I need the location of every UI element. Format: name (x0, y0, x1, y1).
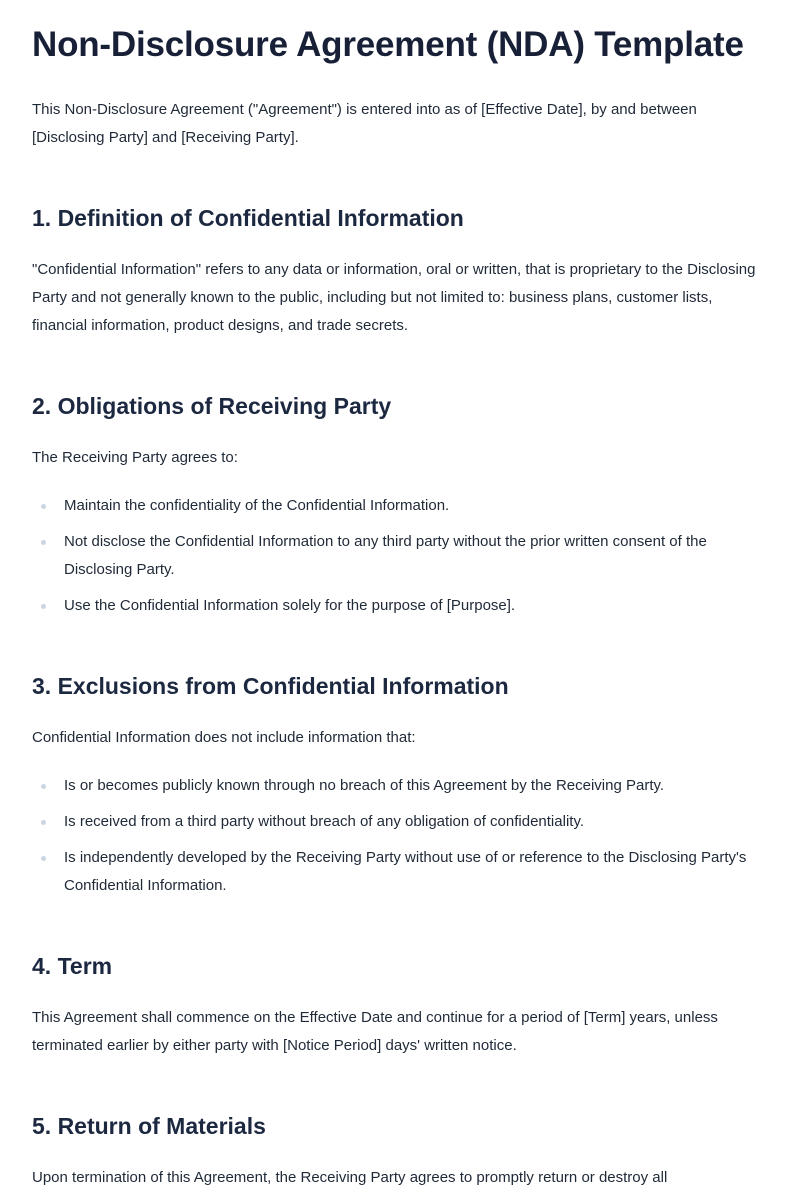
section-return-of-materials (32, 1110, 768, 1192)
section-obligations (32, 390, 768, 620)
section-body: This Agreement shall commence on the Effective Date and continue for a period of [Term] years, unless terminated earlier by either party with [Notice Period] days' written notice. (32, 1009, 718, 1054)
list-item: Is independently developed by the Receiving Party without use of or reference to the Disclosing Party's Confidential Information. (32, 844, 768, 900)
section-body: The Receiving Party agrees to: (32, 449, 238, 466)
section-heading: 1. Definition of Confidential Information (32, 205, 464, 231)
obligations-list (32, 492, 768, 620)
list-item: Is received from a third party without breach of any obligation of confidentiality. (32, 808, 768, 836)
document-title: Non-Disclosure Agreement (NDA) Template (32, 25, 744, 64)
intro-paragraph: This Non-Disclosure Agreement ("Agreement") is entered into as of [Effective Date], by and between [Disclosing Party] and [Receiving Party]. (32, 101, 697, 146)
section-heading: 4. Term (32, 953, 113, 979)
section-heading: 2. Obligations of Receiving Party (32, 393, 392, 419)
exclusions-list (32, 772, 768, 900)
section-body: Upon termination of this Agreement, the Receiving Party agrees to promptly return or destroy all (32, 1169, 668, 1186)
section-term (32, 950, 768, 1060)
section-heading: 3. Exclusions from Confidential Information (32, 673, 509, 699)
section-body: "Confidential Information" refers to any data or information, oral or written, that is proprietary to the Disclosing Party and not generally known to the public, including but not limited to: business plans, customer lists, financial information, product designs, and trade secrets. (32, 261, 756, 334)
list-item: Maintain the confidentiality of the Confidential Information. (32, 492, 768, 520)
list-item: Use the Confidential Information solely for the purpose of [Purpose]. (32, 592, 768, 620)
section-definition (32, 202, 768, 340)
list-item: Not disclose the Confidential Information to any third party without the prior written consent of the Disclosing Party. (32, 528, 768, 584)
list-item: Is or becomes publicly known through no breach of this Agreement by the Receiving Party. (32, 772, 768, 800)
section-heading: 5. Return of Materials (32, 1113, 266, 1139)
section-exclusions (32, 670, 768, 900)
section-body: Confidential Information does not include information that: (32, 729, 416, 746)
